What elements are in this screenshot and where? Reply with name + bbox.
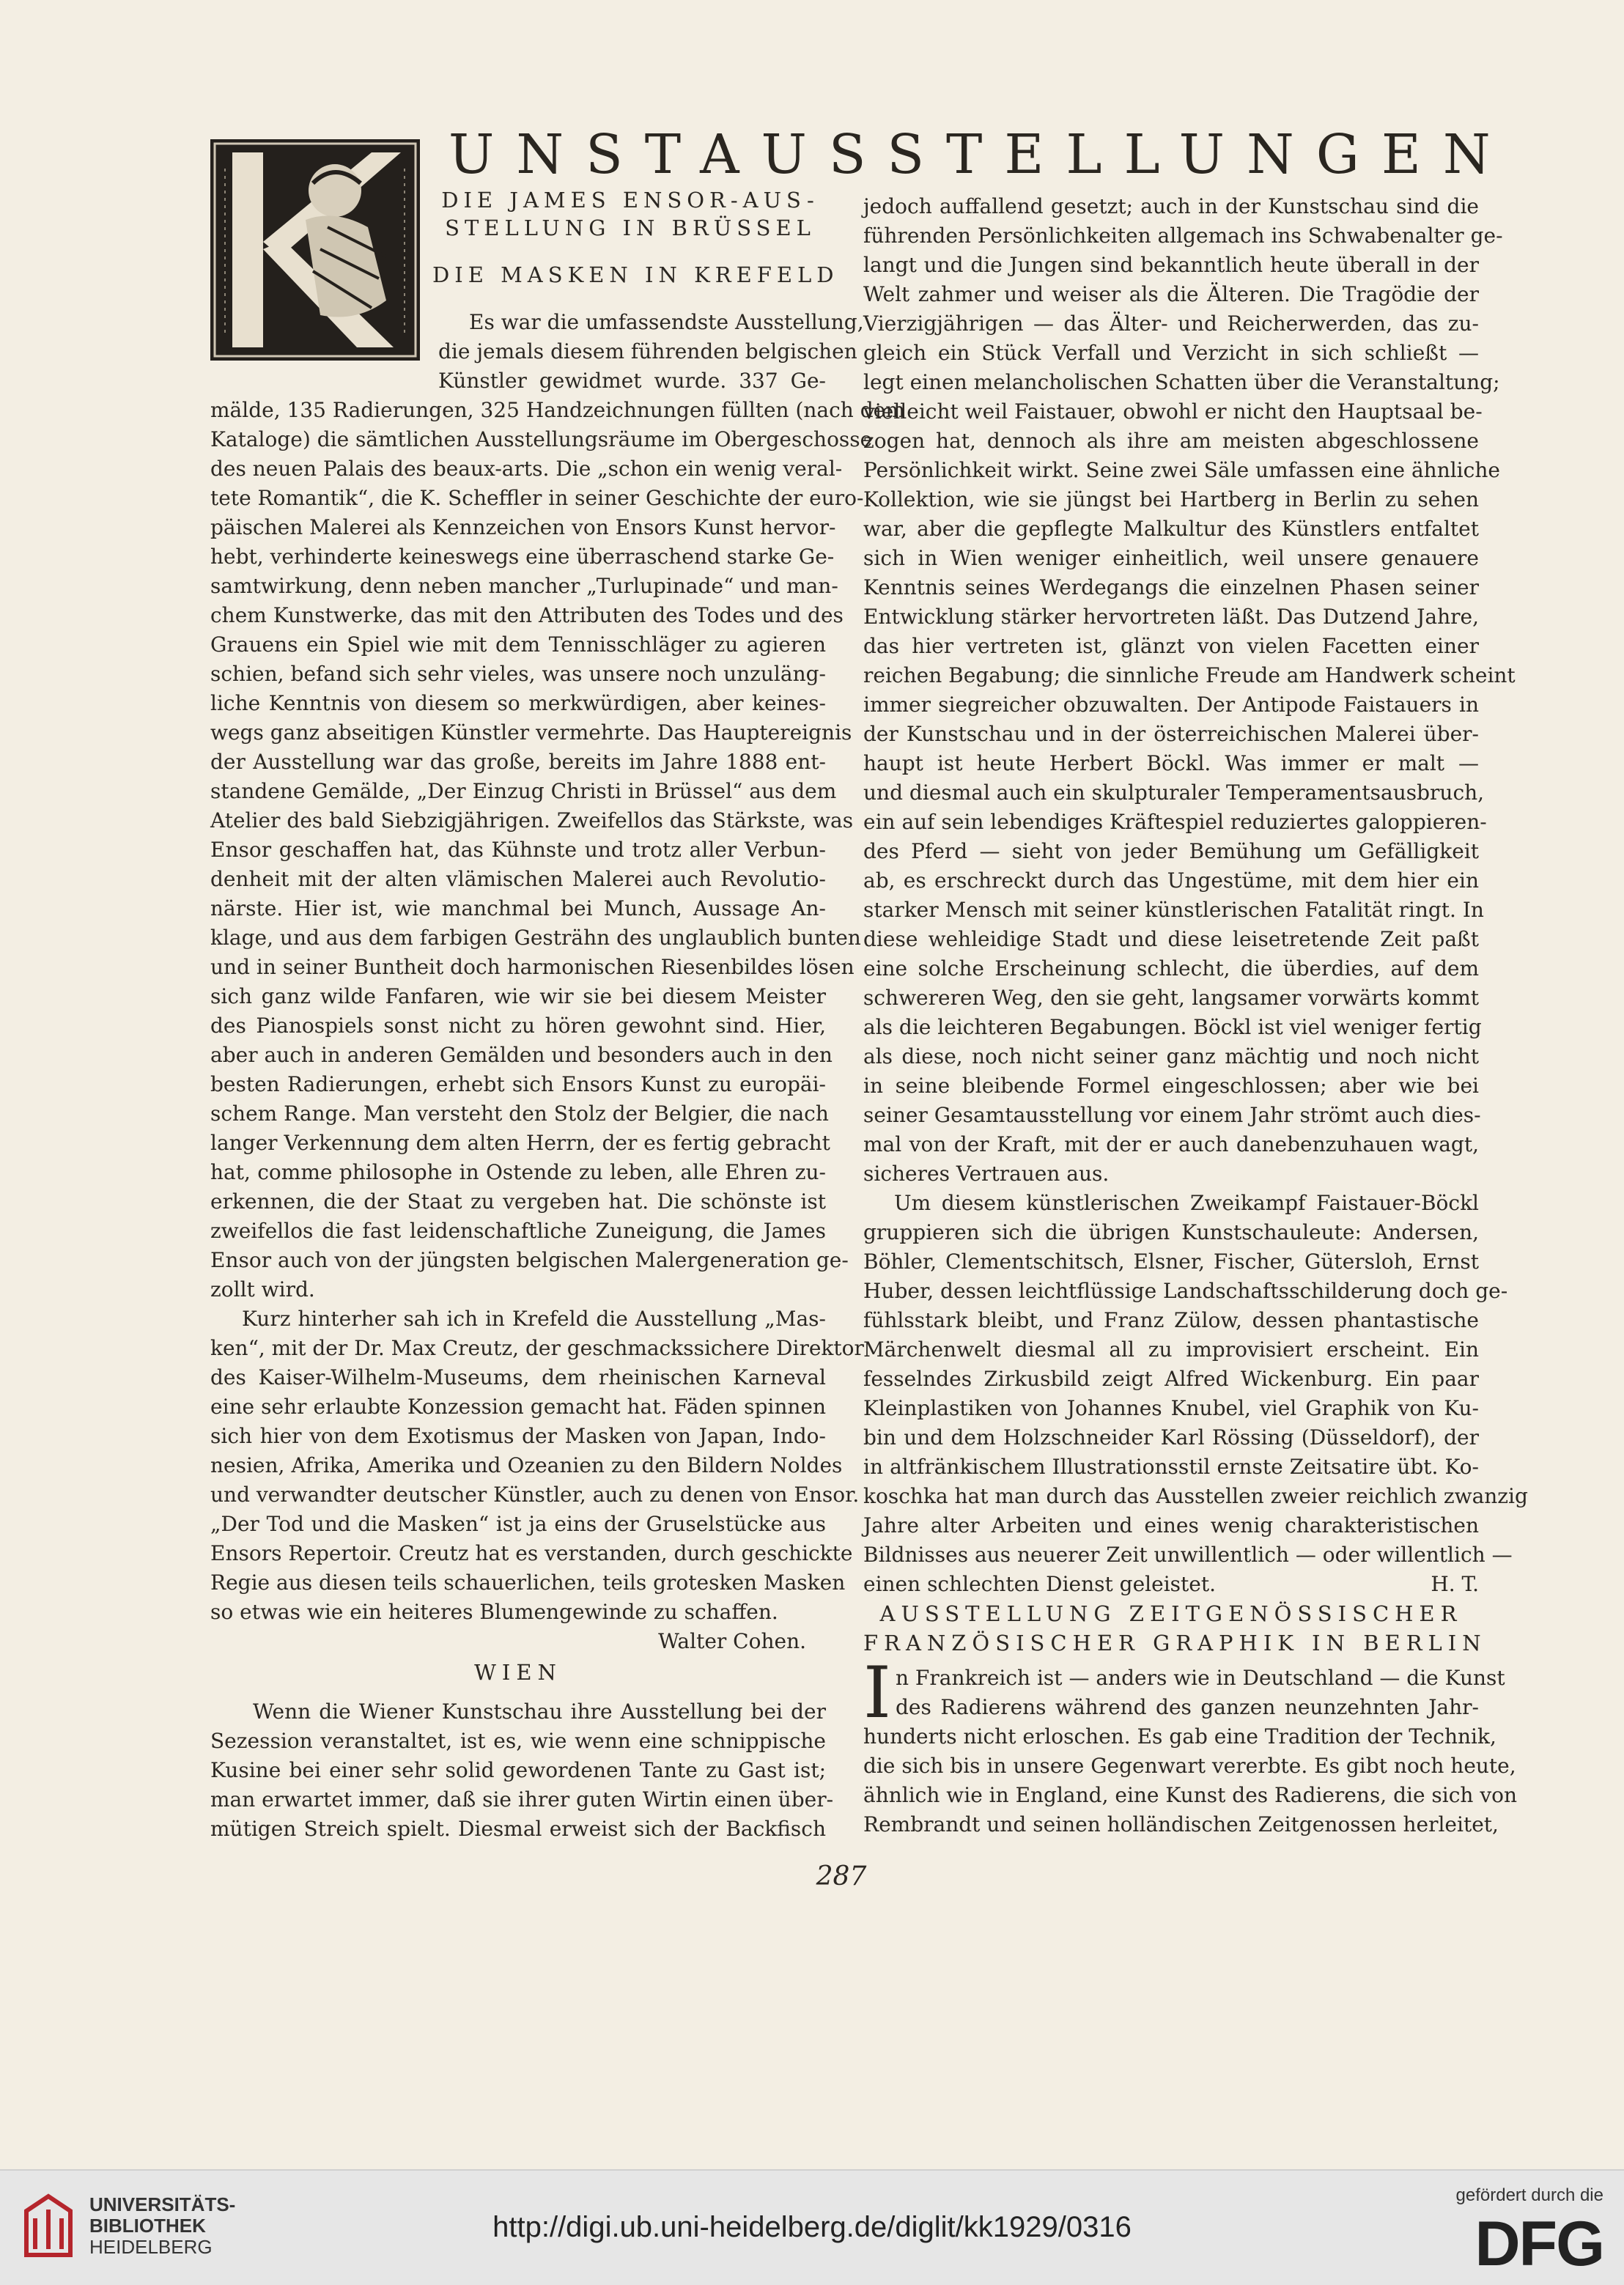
masken-heading: DIE MASKEN IN KREFELD	[432, 262, 839, 287]
text-line: Um diesem künstlerischen Zweikampf Faistauer-Böckl	[894, 1191, 1479, 1215]
text-line: Persönlichkeit wirkt. Seine zwei Säle umfassen eine ähnliche	[863, 458, 1500, 482]
text-line: Kollektion, wie sie jüngst bei Hartberg in Berlin zu sehen	[863, 487, 1479, 512]
text-line: denheit mit der alten vlämischen Malerei auch Revolutio-	[210, 867, 826, 891]
text-line: man erwartet immer, daß sie ihrer guten Wirtin einen über-	[210, 1787, 834, 1812]
text-line: Kleinplastiken von Johannes Knubel, viel Graphik von Ku-	[863, 1396, 1479, 1420]
text-line: des Pianospiels sonst nicht zu hören gewohnt sind. Hier,	[210, 1014, 826, 1038]
text-line: einen schlechten Dienst geleistet.	[863, 1572, 1216, 1596]
page-number: 287	[816, 1861, 867, 1891]
library-name-line: UNIVERSITÄTS-	[89, 2193, 236, 2215]
initial-k-woodcut	[210, 139, 420, 361]
text-line: sicheres Vertrauen aus.	[863, 1162, 1110, 1186]
text-line: Walter Cohen.	[658, 1629, 806, 1653]
woodcut-illustration-icon	[210, 139, 420, 361]
text-line: Kataloge) die sämtlichen Ausstellungsräume im Obergeschosse	[210, 427, 873, 451]
text-line: als die leichteren Begabungen. Böckl ist viel weniger fertig	[863, 1015, 1482, 1039]
text-line: Sezession veranstaltet, ist es, wie wenn eine schnippische	[210, 1729, 826, 1753]
text-line: närste. Hier ist, wie manchmal bei Munch, Aussage An-	[210, 896, 826, 920]
text-line: war, aber die gepflegte Malkultur des Künstlers entfaltet	[863, 517, 1479, 541]
text-line: legt einen melancholischen Schatten über die Veranstaltung;	[863, 370, 1500, 394]
text-line: schem Range. Man versteht den Stolz der Belgier, die nach	[210, 1101, 829, 1126]
wien-heading: WIEN	[474, 1660, 562, 1685]
text-line: klage, und aus dem farbigen Gesträhn des unglaublich bunten	[210, 926, 861, 950]
text-line: schien, befand sich sehr vieles, was unsere noch unzuläng-	[210, 662, 826, 686]
text-line: und diesmal auch ein skulpturaler Temperamentsausbruch,	[863, 780, 1485, 805]
funded-by-label: gefördert durch die	[1455, 2185, 1603, 2205]
text-line: Wenn die Wiener Kunstschau ihre Ausstellung bei der	[253, 1699, 826, 1724]
text-line: erkennen, die der Staat zu vergeben hat. Die schönste ist	[210, 1189, 826, 1214]
text-line: starker Mensch mit seiner künstlerischen Fatalität ringt. In	[863, 898, 1484, 922]
text-line: n Frankreich ist — anders wie in Deutschland — die Kunst	[896, 1666, 1505, 1690]
text-line: Ensor geschaffen hat, das Kühnste und trotz aller Verbun-	[210, 838, 826, 862]
text-line: samtwirkung, denn neben mancher „Turlupinade“ und man-	[210, 574, 838, 598]
text-line: mütigen Streich spielt. Diesmal erweist sich der Backfisch	[210, 1817, 826, 1841]
text-line: führenden Persönlichkeiten allgemach ins Schwabenalter ge-	[863, 224, 1503, 248]
text-line: hunderts nicht erloschen. Es gab eine Tradition der Technik,	[863, 1724, 1496, 1749]
text-line: sich ganz wilde Fanfaren, wie wir sie bei diesem Meister	[210, 984, 826, 1008]
text-line: Kurz hinterher sah ich in Krefeld die Ausstellung „Mas-	[242, 1307, 826, 1331]
text-line: so etwas wie ein heiteres Blumengewinde zu schaffen.	[210, 1600, 778, 1624]
text-line: ähnlich wie in England, eine Kunst des Radierens, die sich von	[863, 1783, 1518, 1807]
text-line: des Pferd — sieht von jeder Bemühung um Gefälligkeit	[863, 839, 1479, 863]
text-line: in seine bleibende Formel eingeschlossen; aber wie bei	[863, 1074, 1479, 1098]
text-line: ein auf sein lebendiges Kräftespiel reduziertes galoppieren-	[863, 810, 1487, 834]
text-line: tete Romantik“, die K. Scheffler in seiner Geschichte der euro-	[210, 486, 864, 510]
text-line: wegs ganz abseitigen Künstler vermehrte. Das Hauptereignis	[210, 720, 852, 745]
text-line: reichen Begabung; die sinnliche Freude am Handwerk scheint	[863, 663, 1516, 687]
text-line: die jemals diesem führenden belgischen	[438, 339, 857, 363]
text-line: Ensor auch von der jüngsten belgischen Malergeneration ge-	[210, 1248, 849, 1272]
text-line: seiner Gesamtausstellung vor einem Jahr strömt auch dies-	[863, 1103, 1481, 1127]
text-line: immer siegreicher obzuwalten. Der Antipode Faistauers in	[863, 693, 1479, 717]
text-line: mal von der Kraft, mit der er auch danebenzuhauen wagt,	[863, 1132, 1479, 1156]
text-line: bin und dem Holzschneider Karl Rössing (Düsseldorf), der	[863, 1425, 1479, 1450]
text-line: Atelier des bald Siebzigjährigen. Zweifellos das Stärkste, was	[210, 808, 854, 833]
text-line: und in seiner Buntheit doch harmonischen Riesenbildes lösen	[210, 955, 855, 979]
text-line: diese wehleidige Stadt und diese leisetretende Zeit paßt	[863, 927, 1479, 951]
text-line: Jahre alter Arbeiten und eines wenig charakteristischen	[863, 1513, 1479, 1538]
ensor-heading-line-2: STELLUNG IN BRÜSSEL	[445, 215, 816, 240]
text-line: in altfränkischem Illustrationsstil ernste Zeitsatire übt. Ko-	[863, 1455, 1479, 1479]
text-line: des Kaiser-Wilhelm-Museums, dem rheinischen Karneval	[210, 1365, 826, 1389]
drop-cap: I	[863, 1652, 891, 1734]
text-line: ab, es erschreckt durch das Ungestüme, mit dem hier ein	[863, 868, 1479, 893]
text-line: sich in Wien weniger einheitlich, weil unsere genauere	[863, 546, 1479, 570]
text-line: die sich bis in unsere Gegenwart vererbte. Es gibt noch heute,	[863, 1754, 1516, 1778]
text-line: fesselndes Zirkusbild zeigt Alfred Wickenburg. Ein paar	[863, 1367, 1479, 1391]
text-line: langt und die Jungen sind bekanntlich heute überall in der	[863, 253, 1479, 277]
text-line: H. T.	[1431, 1572, 1479, 1596]
text-line: liche Kenntnis von diesem so merkwürdigen, aber keines-	[210, 691, 826, 715]
text-line: Grauens ein Spiel wie mit dem Tennisschläger zu agieren	[210, 632, 826, 657]
text-line: haupt ist heute Herbert Böckl. Was immer er malt —	[863, 751, 1479, 775]
footer-bar	[0, 2169, 1624, 2285]
main-title: UNSTAUSSTELLUNGEN	[449, 123, 1513, 186]
text-line: langer Verkennung dem alten Herrn, der es fertig gebracht	[210, 1131, 830, 1155]
text-line: zweifellos die fast leidenschaftliche Zuneigung, die James	[210, 1219, 826, 1243]
text-line: Märchenwelt diesmal all zu improvisiert erscheint. Ein	[863, 1337, 1479, 1362]
ensor-heading-line-1: DIE JAMES ENSOR-AUS-	[441, 188, 819, 213]
dfg-logo: DFG	[1474, 2209, 1603, 2279]
text-line: des neuen Palais des beaux-arts. Die „schon ein wenig veral-	[210, 457, 843, 481]
text-line: das hier vertreten ist, glänzt von vielen Facetten einer	[863, 634, 1479, 658]
text-line: Kusine bei einer sehr solid gewordenen Tante zu Gast ist;	[210, 1758, 826, 1782]
text-line: hat, comme philosophe in Ostende zu leben, alle Ehren zu-	[210, 1160, 826, 1184]
library-name-line: HEIDELBERG	[89, 2236, 213, 2258]
text-line: Rembrandt und seinen holländischen Zeitgenossen herleitet,	[863, 1812, 1499, 1837]
text-line: Bildnisses aus neuerer Zeit unwillentlich — oder willentlich —	[863, 1543, 1513, 1567]
text-line: gleich ein Stück Verfall und Verzicht in sich schließt —	[863, 341, 1479, 365]
text-line: Ensors Repertoir. Creutz hat es verstanden, durch geschickte	[210, 1541, 853, 1565]
text-line: Welt zahmer und weiser als die Älteren. Die Tragödie der	[863, 282, 1479, 306]
text-line: der Ausstellung war das große, bereits im Jahre 1888 ent-	[210, 750, 826, 774]
text-line: des Radierens während des ganzen neunzehnten Jahr-	[896, 1695, 1479, 1719]
text-line: eine solche Erscheinung schlecht, die überdies, auf dem	[863, 956, 1479, 981]
text-line: der Kunstschau und in der österreichischen Malerei über-	[863, 722, 1479, 746]
source-url-link[interactable]: http://digi.ub.uni-heidelberg.de/diglit/kk1929/0316	[492, 2211, 1132, 2243]
text-line: schwereren Weg, den sie geht, langsamer vorwärts kommt	[863, 986, 1479, 1010]
text-line: sich hier von dem Exotismus der Masken von Japan, Indo-	[210, 1424, 826, 1448]
text-line: und verwandter deutscher Künstler, auch zu denen von Ensor.	[210, 1483, 860, 1507]
text-line: Kenntnis seines Werdegangs die einzelnen Phasen seiner	[863, 575, 1479, 599]
text-line: standene Gemälde, „Der Einzug Christi in Brüssel“ aus dem	[210, 779, 837, 803]
text-line: nesien, Afrika, Amerika und Ozeanien zu den Bildern Noldes	[210, 1453, 843, 1477]
text-line: aber auch in anderen Gemälden und besonders auch in den	[210, 1043, 833, 1067]
text-line: mälde, 135 Radierungen, 325 Handzeichnungen füllten (nach dem	[210, 398, 905, 422]
library-name-line: BIBLIOTHEK	[89, 2215, 206, 2237]
french-heading-line-1: AUSSTELLUNG ZEITGENÖSSISCHER	[879, 1601, 1463, 1626]
french-heading-line-2: FRANZÖSISCHER GRAPHIK IN BERLIN	[863, 1631, 1487, 1655]
text-line: „Der Tod und die Masken“ ist ja eins der Gruselstücke aus	[210, 1512, 826, 1536]
text-line: als diese, noch nicht seiner ganz mächtig und noch nicht	[863, 1044, 1479, 1068]
text-line: päischen Malerei als Kennzeichen von Ensors Kunst hervor-	[210, 515, 836, 539]
text-line: fühlsstark bleibt, und Franz Zülow, dessen phantastische	[863, 1308, 1479, 1332]
text-line: Huber, dessen leichtflüssige Landschaftsschilderung doch ge-	[863, 1279, 1508, 1303]
text-line: Böhler, Clementschitsch, Elsner, Fischer, Gütersloh, Ernst	[863, 1249, 1479, 1274]
text-line: Vierzigjährigen — das Älter- und Reicherwerden, das zu-	[863, 311, 1479, 336]
text-line: vielleicht weil Faistauer, obwohl er nicht den Hauptsaal be-	[863, 399, 1483, 424]
text-line: gruppieren sich die übrigen Kunstschauleute: Andersen,	[863, 1220, 1479, 1244]
text-line: zogen hat, dennoch als ihre am meisten abgeschlossene	[863, 429, 1479, 453]
text-line: Es war die umfassendste Ausstellung,	[469, 310, 864, 334]
text-line: chem Kunstwerke, das mit den Attributen des Todes und des	[210, 603, 844, 627]
text-line: Künstler gewidmet wurde. 337 Ge-	[438, 369, 826, 393]
text-line: Regie aus diesen teils schauerlichen, teils grotesken Masken	[210, 1570, 846, 1595]
text-line: jedoch auffallend gesetzt; auch in der Kunstschau sind die	[863, 194, 1479, 218]
text-line: koschka hat man durch das Ausstellen zweier reichlich zwanzig	[863, 1484, 1528, 1508]
text-line: hebt, verhinderte keineswegs eine überraschend starke Ge-	[210, 545, 835, 569]
text-line: besten Radierungen, erhebt sich Ensors Kunst zu europäi-	[210, 1072, 826, 1096]
text-line: eine sehr erlaubte Konzession gemacht hat. Fäden spinnen	[210, 1395, 826, 1419]
text-line: Entwicklung stärker hervortreten läßt. Das Dutzend Jahre,	[863, 605, 1479, 629]
text-line: ken“, mit der Dr. Max Creutz, der geschmackssichere Direktor	[210, 1336, 864, 1360]
text-line: zollt wird.	[210, 1277, 315, 1302]
